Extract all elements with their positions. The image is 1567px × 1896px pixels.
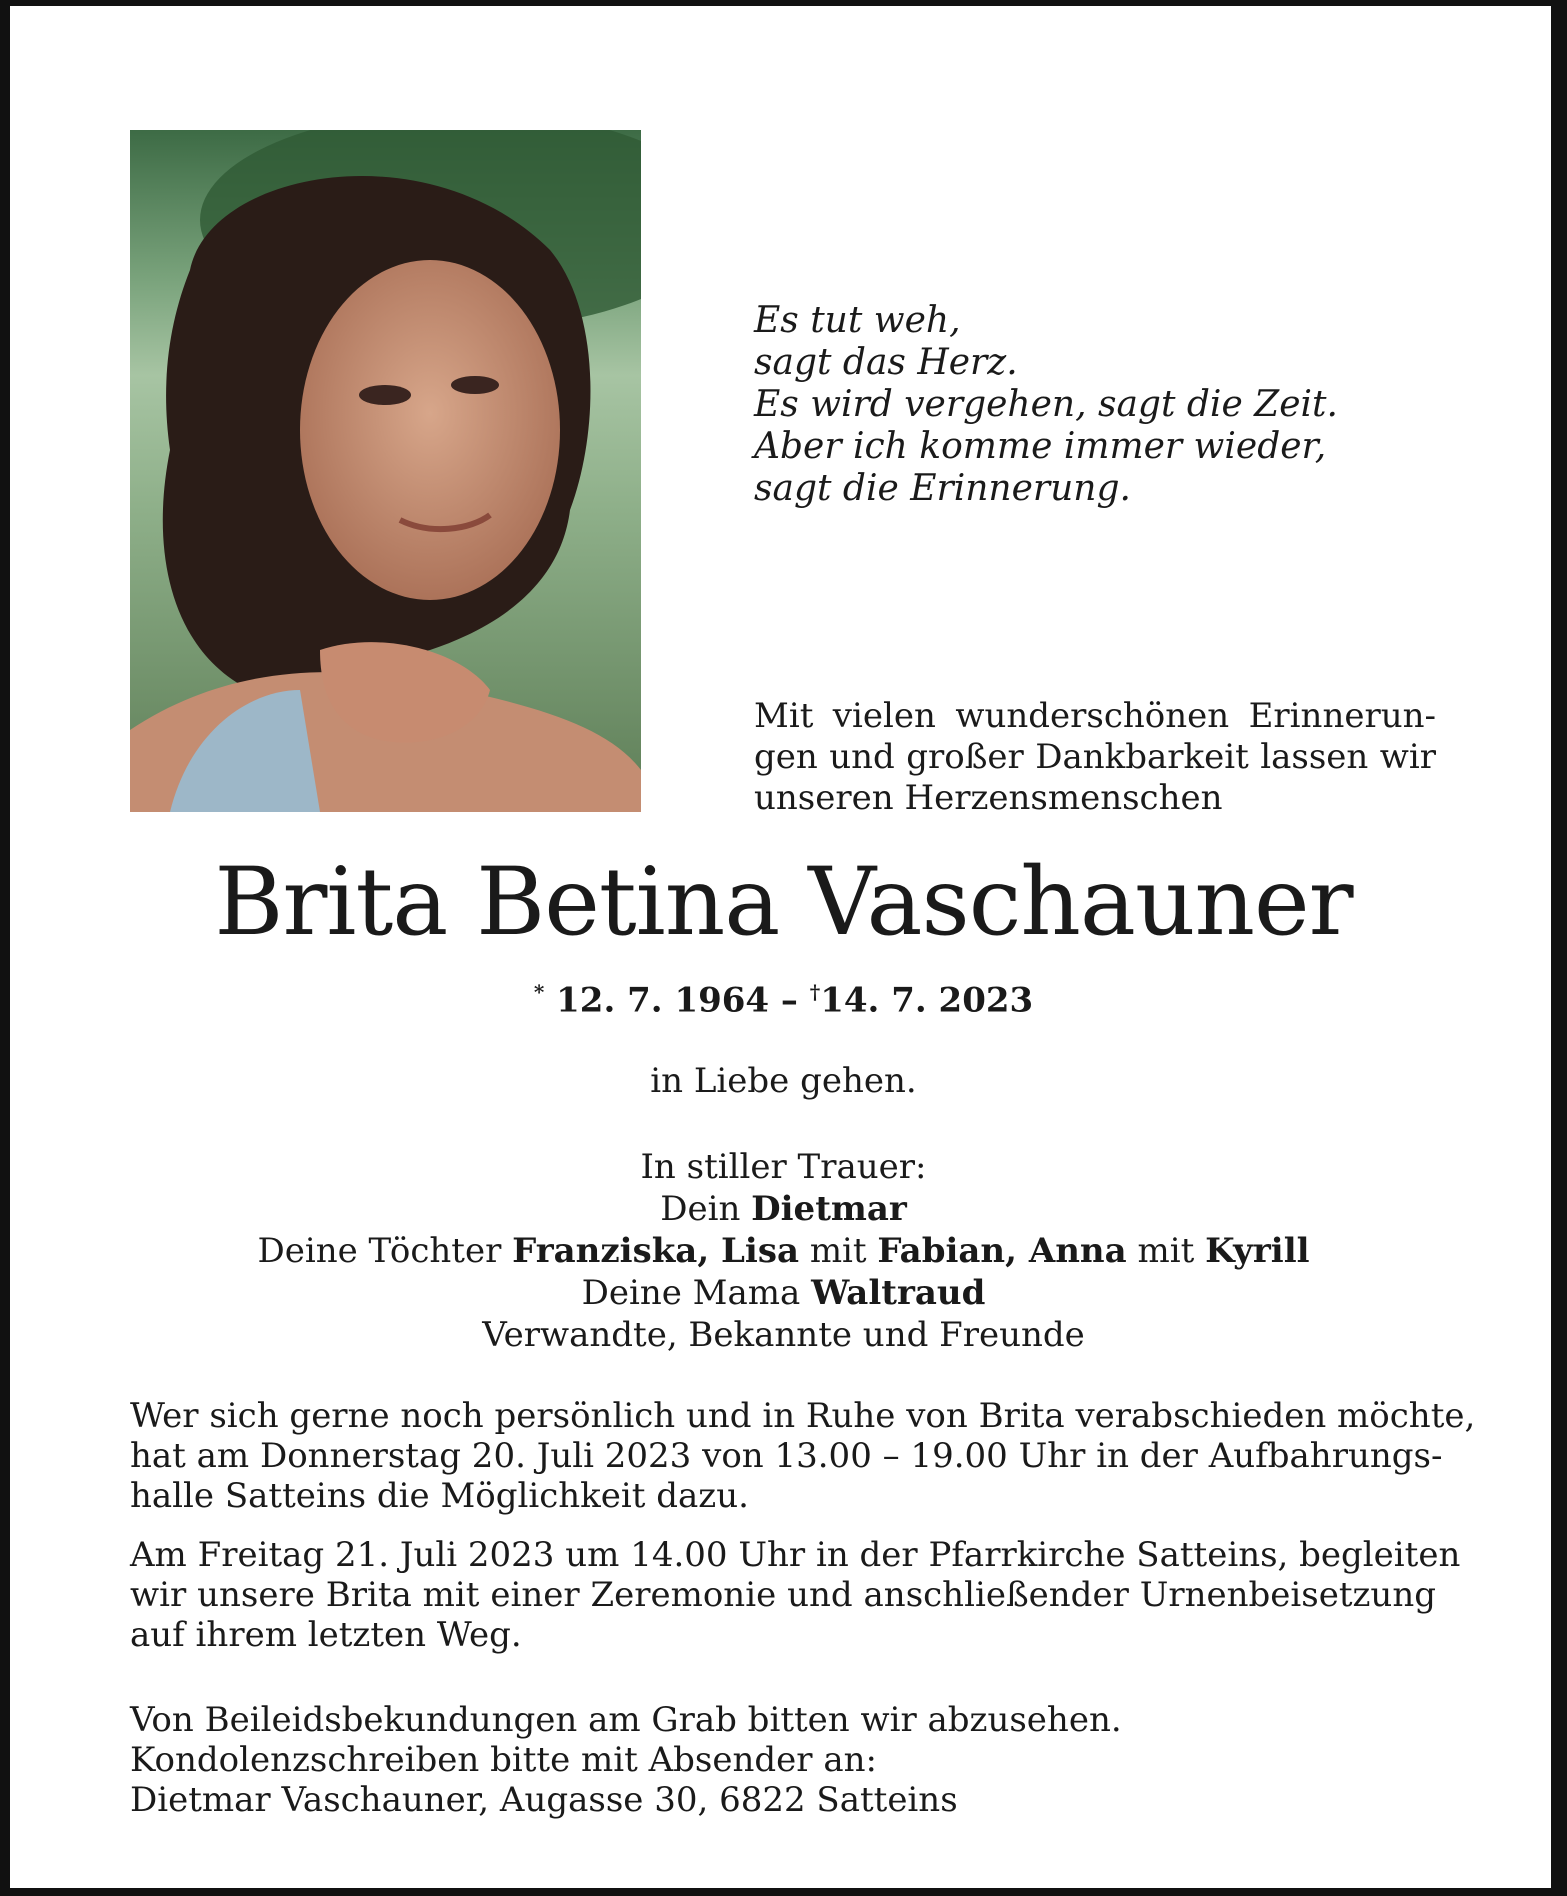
mourner-prefix: Deine Mama	[581, 1273, 801, 1313]
intro-line: unseren Herzensmenschen	[754, 778, 1223, 818]
life-dates	[0, 980, 1567, 1020]
closing-intro: in Liebe gehen.	[650, 1061, 917, 1101]
notes-paragraph	[130, 1700, 1436, 1820]
mourner-line	[0, 1230, 1567, 1272]
death-date: 14. 7. 2023	[820, 980, 1034, 1021]
mourner-name: Kyrill	[1205, 1231, 1310, 1271]
paragraph-line: Von Beileidsbekundungen am Grab bitten wir abzusehen.	[130, 1700, 1122, 1740]
ceremony-paragraph	[130, 1535, 1461, 1655]
paragraph-line: hat am Donnerstag 20. Juli 2023 von 13.00 – 19.00 Uhr in der Aufbahrungs-	[130, 1436, 1443, 1476]
mourner-line	[0, 1188, 1567, 1230]
mourner-connector: mit	[809, 1231, 867, 1271]
paragraph-line: Kondolenzschreiben bitte mit Absender an:	[130, 1740, 877, 1780]
poem-line: Es tut weh,	[754, 300, 961, 341]
deceased-name: Brita Betina Vaschauner	[214, 848, 1353, 957]
mourner-line: Verwandte, Bekannte und Freunde	[482, 1315, 1085, 1355]
mourner-prefix: Dein	[660, 1189, 741, 1229]
intro-line: gen und großer Dankbarkeit lassen wir	[754, 737, 1436, 777]
paragraph-line: Am Freitag 21. Juli 2023 um 14.00 Uhr in der Pfarrkirche Satteins, begleiten	[130, 1535, 1461, 1575]
mourner-name: Franziska, Lisa	[512, 1231, 799, 1271]
intro-text	[754, 696, 1436, 819]
birth-symbol: *	[533, 980, 545, 1004]
portrait-image-icon	[130, 130, 641, 812]
birth-date: 12. 7. 1964	[556, 980, 770, 1021]
poem-line: Aber ich komme immer wieder,	[754, 426, 1327, 467]
mourner-name: Dietmar	[751, 1189, 907, 1229]
paragraph-line: wir unsere Brita mit einer Zeremonie und anschließender Urnenbeisetzung	[130, 1575, 1436, 1615]
mourners-heading: In stiller Trauer:	[640, 1147, 927, 1187]
poem-line: sagt das Herz.	[754, 342, 1018, 383]
farewell-paragraph	[130, 1396, 1476, 1516]
poem	[754, 300, 1338, 510]
mourner-line	[0, 1272, 1567, 1314]
portrait-photo	[130, 130, 641, 812]
poem-line: sagt die Erinnerung.	[754, 468, 1131, 509]
paragraph-line: auf ihrem letzten Weg.	[130, 1615, 522, 1655]
mourners-block	[0, 1146, 1567, 1356]
paragraph-line: halle Satteins die Möglichkeit dazu.	[130, 1476, 749, 1516]
mourner-name: Waltraud	[811, 1273, 986, 1313]
paragraph-line: Wer sich gerne noch persönlich und in Ruhe von Brita verabschieden möchte,	[130, 1396, 1476, 1436]
date-separator: –	[780, 980, 798, 1021]
address-line: Dietmar Vaschauner, Augasse 30, 6822 Satteins	[130, 1780, 958, 1820]
poem-line: Es wird vergehen, sagt die Zeit.	[754, 384, 1338, 425]
mourner-name: Fabian, Anna	[877, 1231, 1127, 1271]
mourner-connector: mit	[1137, 1231, 1195, 1271]
intro-line: Mit vielen wunderschönen Erinnerun-	[754, 696, 1436, 736]
mourner-prefix: Deine Töchter	[257, 1231, 502, 1271]
death-symbol: †	[809, 980, 821, 1004]
